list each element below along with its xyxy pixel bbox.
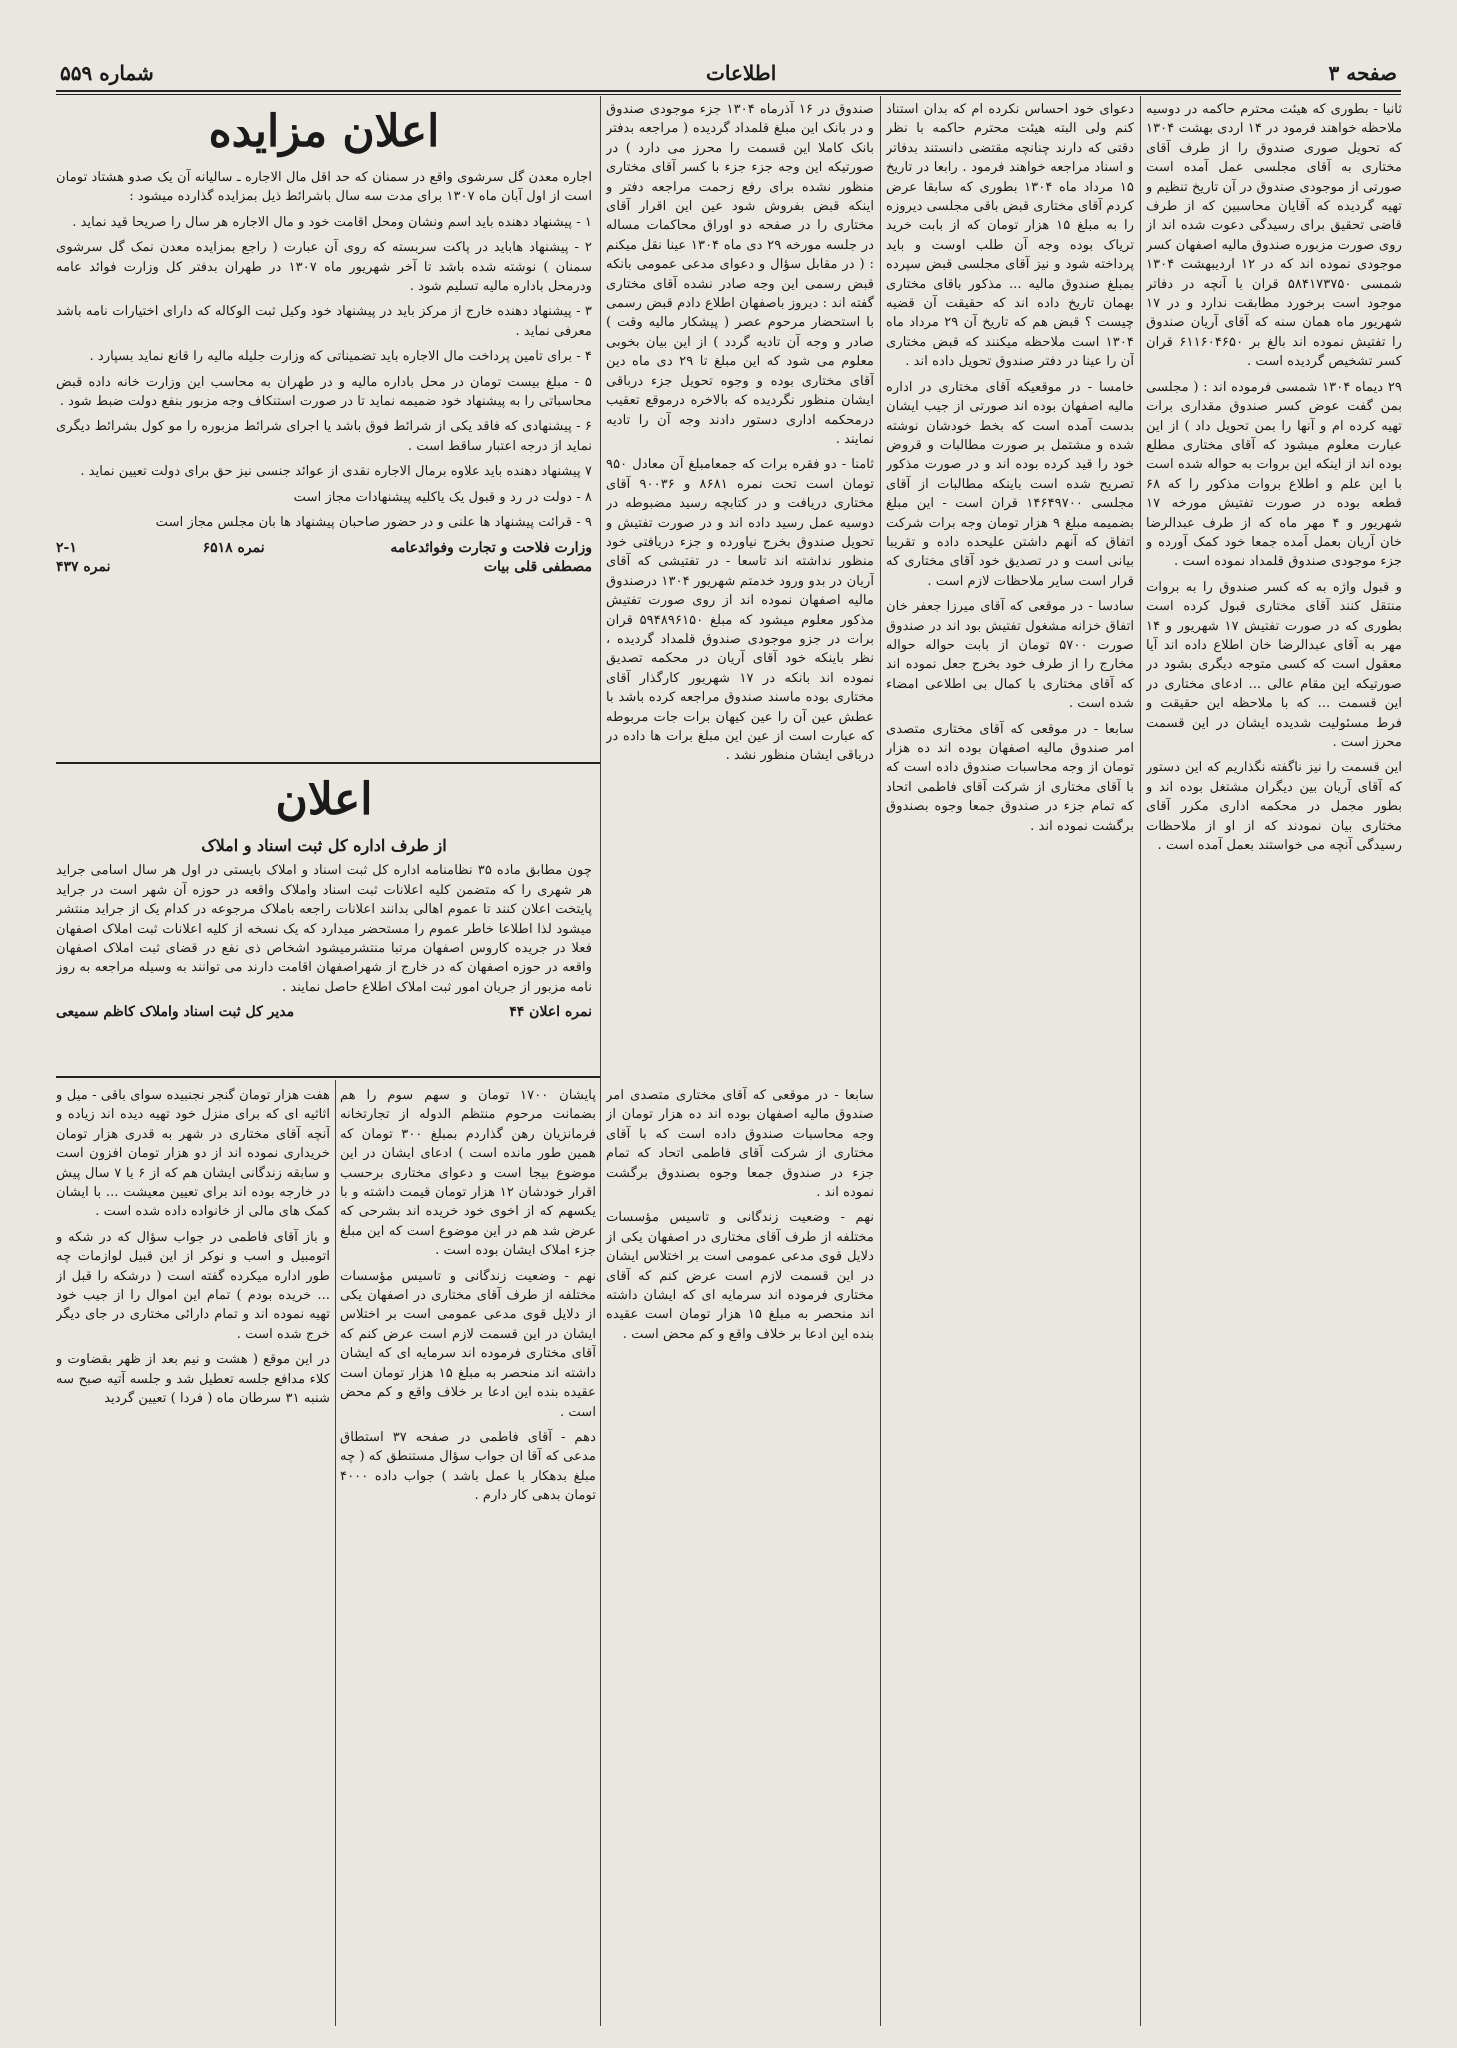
- ministry-name: وزارت فلاحت و تجارت وفوائدعامه: [390, 539, 592, 556]
- paragraph: ۲۹ دیماه ۱۳۰۴ شمسی فرموده اند : ( مجلسی بمن گفت عوض کسر صندوق مقداری برات تهیه کرده ام و آنها را بمن تحویل داد ) از این عبارت معلوم میشود که آقای مختاری مطلع بوده اند از اینکه این بروات به حواله شده است با این علم و اطلاع بروات مذکور را که ۶۸ قطعه بوده در صورت تفتیش مورخه ۱۷ شهریور و ۴ مهر ماه که از طرف عبدالرضا خان آریان بعمل آمده جمعا خود کمک آورده و جزء موجودی صندوق قلمداد نموده است .: [1146, 379, 1402, 570]
- registry-ad-subtitle: از طرف اداره کل ثبت اسناد و املاک: [201, 836, 447, 855]
- article-column: [340, 1086, 596, 2020]
- auction-ad-item: ۹ - قرائت پیشنهاد ها علنی و در حضور صاحبان پیشنهاد ها بان مجلس مجاز است: [155, 515, 592, 531]
- section-rule: [56, 762, 600, 764]
- ad-number: نمره ۴۳۷: [56, 558, 111, 575]
- article-column: [606, 1086, 874, 2020]
- auction-ad-item: ۵ - مبلغ بیست تومان در محل باداره مالیه و در طهران به محاسب این وزارت خانه داده قبض محاسباتی را به پیشنهاد خود ضمیمه نماید تا در صورت استنکاف وجه مزبور بنفع دولت ضبط شود .: [56, 374, 592, 410]
- ad-number: نمره ۶۵۱۸: [202, 539, 265, 556]
- auction-ad-item: ۷ پیشنهاد دهنده باید علاوه برمال الاجاره نقدی از عوائد جنسی نیز حق برای دولت تعیین نماید .: [80, 464, 592, 480]
- paragraph: خامسا - در موقعیکه آقای مختاری در اداره مالیه اصفهان بوده اند صورتی از جیب ایشان بدست آمده است که بخط خودشان نوشته شده و مشتمل بر صورت مطالبات و قروض خود را قید کرده بوده اند و در صورت مذکور تصریح شده است باینکه مطالبات از آقای مجلسی ۱۴۶۴۹۷۰۰ قران است - این مبلغ بضمیمه مبلغ ۹ هزار تومان وجه برات شرکت اتفاق که آنهم داشتن علیحده داده و تقریبا بیانی است و در تصدیق خود آقای مختاری که قرار است سایر ملاحظات لازم است .: [886, 379, 1134, 589]
- paragraph: صندوق در ۱۶ آذرماه ۱۳۰۴ جزء موجودی صندوق و در بانک این مبلغ قلمداد گردیده ( مراجعه بدفتر بانک کاملا این قسمت را محرز می دارد ) در صورتیکه این وجه جزء جزء با کسر آقای مختاری منظور نشده برای رفع زحمت مراجعه دفتر و اینکه قبض بفروش شود عین این اقرار آقای مختاری را در صفحه دو اوراق محاکمات مساله در جلسه مورخه ۲۹ دی ماه ۱۳۰۴ عینا نقل میکنم : ( در مقابل سؤال و دعوای مدعی عمومی بانکه قبض رسمی این وجه صادر نشده آقای مختاری گفته اند : دیروز باصفهان اطلاع دادم قبض رسمی با استحضار مرحوم عصر ( پیشکار مالیه وقت ) صادر و وجه آن تادیه گردد ) از این بیان بخوبی معلوم می شود که این مبلغ تا ۲۹ دی ماه دین آقای مختاری بوده و وجوه تحویل جزء درباقی ایشان منظور نگردیده که بالاخره درموقع تعقیب درمحکمه اداری دستور دادند وجه آن را تادیه نمایند .: [606, 102, 874, 447]
- paragraph: در این موقع ( هشت و نیم بعد از ظهر بقضاوت و کلاء مدافع جلسه تعطیل شد و جلسه آتیه صبح سه شنبه ۳۱ سرطان ماه ( فردا ) تعیین گردید: [56, 1352, 330, 1407]
- paragraph: سابعا - در موقعی که آقای مختاری متصدی امر صندوق مالیه اصفهان بوده اند ده هزار تومان از وجه محاسبات صندوق داده است که با آقای مختاری از شرکت آقای فاطمی اتحاد که تمام جزء در صندوق جمعا وجوه بصندوق برگشت نموده اند .: [886, 721, 1134, 834]
- issue-number: شماره ۵۵۹: [60, 61, 154, 85]
- article-column: [1146, 100, 1402, 2020]
- paragraph: نهم - وضعیت زندگانی و تاسیس مؤسسات مختلفه از طرف آقای مختاری در اصفهان یکی از دلایل قوی مدعی عمومی است بر اختلاس ایشان در این قسمت لازم است عرض کنم که آقای مختاری فرموده اند سرمایه ای که ایشان داشته اند منحصر به مبلغ ۱۵ هزار تومان است عقیده بنده این ادعا بر خلاف واقع و کم محض است .: [606, 1210, 874, 1342]
- auction-ad-item: ۱ - پیشنهاد دهنده باید اسم ونشان ومحل اقامت خود و مال الاجاره هر سال را صریحا قید نماید .: [72, 214, 592, 230]
- paragraph: دعوای خود احساس نکرده ام که بدان استناد کنم ولی البته هیئت محترم حاکمه با نظر دقتی که دارند چنانچه مقتضی دانستند بدفاتر و اسناد مراجعه خواهند فرمود . رابعا در تاریخ ۱۵ مرداد ماه ۱۳۰۴ بطوری که سابقا عرض کردم آقای مختاری قبض باقی مجلسی دیروزه را به مبلغ ۱۵ هزار تومان که از بابت خرید تریاک بوده وجه آن طلب اوست و باید پرداخته شود و نیز آقای مجلسی قبض سپرده بمبلغ صندوق مالیه ... مذکور باقای مختاری بهمان تاریخ داده اند که حقیقت آن قضیه چیست ؟ قبض هم که تاریخ آن ۲۹ مرداد ماه ۱۳۰۴ است ملاحظه میکنند که قبض مختاری آن را عینا در دفتر صندوق تحویل داده اند .: [886, 102, 1134, 370]
- registry-ad-title: اعلان: [275, 774, 373, 825]
- paragraph: سادسا - در موقعی که آقای میرزا جعفر خان اتفاق خزانه مشغول تفتیش بود اند در صندوق صورت ۵۷۰۰ تومان از بابت حواله حواله مخارج را از طرف خود بخرج جعل نموده اند که آقای مختاری با کمال بی اطلاعی امضاء شده است .: [886, 599, 1134, 712]
- article-column: [606, 100, 874, 1080]
- issue-mark: ۲-۱: [56, 539, 77, 556]
- auction-ad-intro: اجاره معدن گل سرشوی واقع در سمنان که حد اقل مال الاجاره ـ سالیانه آن یک صدو هشتاد تومان است از اول آبان ماه ۱۳۰۷ برای مدت سه سال باشرائط ذیل بمزایده گذارده میشود :: [56, 170, 592, 205]
- auction-ad-item: ۶ - پیشنهادی که فاقد یکی از شرائط فوق باشد یا اجرای شرائط مزبوره را مو کول بشرائط دیگری نماید از درجه اعتبار ساقط است .: [56, 419, 592, 454]
- header-rule: [56, 90, 1401, 92]
- paragraph: نهم - وضعیت زندگانی و تاسیس مؤسسات مختلفه از طرف آقای مختاری در اصفهان یکی از دلایل قوی مدعی عمومی است بر اختلاس ایشان در این قسمت لازم است عرض کنم که آقای مختاری فرموده اند سرمایه ای که ایشان داشته اند منحصر به مبلغ ۱۵ هزار تومان است عقیده بنده این ادعا بر خلاف واقع و کم محض است .: [340, 1268, 596, 1420]
- signer-name: مدیر کل ثبت اسناد واملاک کاظم سمیعی: [56, 1004, 295, 1021]
- auction-ad-item: ۳ - پیشنهاد دهنده خارج از مرکز باید در پیشنهاد خود وکیل ثبت الوکاله که دارای اختیارات نامه باشد معرفی نماید .: [56, 304, 592, 339]
- section-rule: [56, 1076, 600, 1078]
- column-divider: [880, 96, 881, 2026]
- auction-ad: [56, 100, 592, 760]
- auction-ad-title: اعلان مزایده: [208, 106, 440, 157]
- paragraph: ثانیا - بطوری که هیئت محترم حاکمه در دوسیه ملاحظه خواهند فرمود در ۱۴ اردی بهشت ۱۳۰۴ که تحویل صوری صندوق را از طرف آقای مختاری به آقای مجلسی عمل آمده است صورتی از موجودی صندوق در آن تاریخ تنظیم و تهیه گردیده که آقایان محاسبین که از طرف قاضی تحقیق برای رسیدگی دعوت شده اند از روی صورت مزبوره صندوق مالیه اصفهان کسر موجودی نموده اند که در ۱۲ اردیبهشت ۱۳۰۴ شمسی ۵۸۴۱۷۳۷۵۰ قران با آنچه در دفاتر موجود است برخورد مطابقت ندارد و در ۱۷ شهریور ماه همان سنه که آقای آریان صندوق را تفتیش نموده اند بالغ بر ۶۱۱۶۰۴۶۵۰ قران کسر تشخیص گردیده است .: [1146, 102, 1402, 370]
- registry-ad-footer: [56, 1003, 592, 1022]
- page-number: صفحه ۳: [1328, 61, 1397, 85]
- paragraph: هفت هزار تومان گنجر نجنبیده سوای باقی - میل و اثاثیه ای که برای منزل خود تهیه دیده اند زیاده و آنچه آقای مختاری در شهر به قدری هزار تومان خریداری نموده اند از دو هزار تومان افزون است و سابقه زندگانی ایشان هم که از ۶ یا ۷ سال پیش در خارجه بوده اند برای تعیین معیشت ... با ایشان کمک های مالی از خانواده داده شده است .: [56, 1088, 330, 1220]
- paragraph: این قسمت را نیز ناگفته نگذاریم که این دستور که آقای آریان بین دیگران مشتغل بوده اند و بطور مجمل در محکمه اداری مکرر آقای مختاری بیان نمودند که از او از ملاحظات رسیدگی آنچه می خواستند بعمل آمده است .: [1146, 760, 1402, 854]
- registry-ad-body: چون مطابق ماده ۳۵ نظامنامه اداره کل ثبت اسناد و املاک بایستی در اول هر سال اسامی جراید هر شهری را که متضمن کلیه اعلانات ثبت اسناد واملاک واقعه در حوزه آن شهر است در جراید پایتخت اعلان کنند تا عموم اهالی بدانند اعلانات راجعه باملاک مرجوعه در کدام یک از جراید منتشر میشود لذا اطلاعا خاطر عموم را مستحضر میدارد که یک نسخه از کلیه اعلانات ثبت املاک اصفهان فعلا در جریده کاروس اصفهان مرتبا منتشرمیشود اشخاص ذی نفع در قضای ثبت املاک اصفهان واقعه در حوزه اصفهان که در خارج از شهراصفهان اقامت دارند می توانند به وسیله مراجعه به روز نامه مزبور از جریان امور ثبت املاک اطلاع حاصل نمایند .: [56, 863, 592, 995]
- signer-name: مصطفی قلی بیات: [483, 558, 592, 575]
- column-divider: [335, 1080, 336, 2026]
- ad-number: نمره اعلان ۴۴: [509, 1004, 592, 1021]
- paragraph: دهم - آقای فاطمی در صفحه ۳۷ استطاق مدعی که آقا ان جواب سؤال مستنطق که ( چه مبلغ بدهکار با عمل باشد ) جواب داده ۴۰۰۰ تومان بدهی کار دارم .: [340, 1429, 596, 1504]
- column-divider: [600, 96, 601, 2026]
- auction-ad-item: ۸ - دولت در رد و قبول یک یاکلیه پیشنهادات مجاز است: [293, 489, 592, 505]
- paragraph: و قبول واژه به که کسر صندوق را به بروات منتقل کنند آقای مختاری قبول کرده است بطوری که در صورت تفتیش ۱۷ شهریور و ۱۴ مهر به آقای عبدالرضا خان اطلاع داده اند آیا معقول است که کسی متوجه دیگری بشود در صورتیکه این مقام عالی ... ادعای مختاری در این قسمت ... که با ملاحظه این حقیقت و فرط مسئولیت شدیده ایشان در این قسمت محرز است .: [1146, 579, 1402, 750]
- auction-ad-footer: [56, 539, 592, 558]
- paper-name: اطلاعات: [706, 61, 777, 85]
- auction-ad-item: ۴ - برای تامین پرداخت مال الاجاره باید تضمیناتی که وزارت جلیله مالیه را قانع نماید بسپارد .: [89, 349, 592, 365]
- registry-ad: [56, 768, 592, 1068]
- page-header: [60, 56, 1397, 90]
- auction-ad-item: ۲ - پیشنهاد هاباید در پاکت سربسته که روی آن عبارت ( راجع بمزایده معدن نمک گل سرشوی سمنان ) نوشته شده باشد تا آخر شهریور ماه ۱۳۰۷ در طهران بدفتر کل وزارت فوائد عامه ودرمحل باداره مالیه تسلیم شود .: [56, 240, 592, 295]
- article-column: [56, 1086, 330, 2020]
- paragraph: پایشان ۱۷۰۰ تومان و سهم سوم را هم بضمانت مرحوم منتظم الدوله از تجارتخانه فرمانزیان رهن گذاردم بمبلغ ۳۰۰ تومان که همین طور مانده است ) ادعای ایشان در این موضوع بیجا است و دعوای مختاری برحسب اقرار خودشان ۱۲ هزار تومان قیمت داشته و با یکسهم که از اخوی خود خریده اند بشرحی که عرض شد هم در این موضوع است که این مبلغ جزء املاک ایشان بوده است .: [340, 1088, 596, 1259]
- auction-ad-footer-2: [56, 558, 592, 577]
- paragraph: ثامنا - دو فقره برات که جمعامبلغ آن معادل ۹۵۰ تومان است تحت نمره ۸۶۸۱ و ۹۰۰۳۶ آقای مختاری دریافت و در کتابچه رسید مضبوطه در دوسیه عمل رسید داده اند و در صورت تفتیش و تحویل صندوق بخرج نیاورده و جزء دریافتی خود منظور نداشته اند تاسعا - در تفتیشی که آقای آریان در بدو ورود خدمتم شهریور ۱۳۰۴ درصندوق مالیه اصفهان نموده اند از روی صورت تفتیش مذکور معلوم میشود که مبلغ ۵۹۴۸۹۶۱۵۰ قران برات در جزو موجودی صندوق قلمداد گردیده ، نظر باینکه خود آقای آریان در محکمه تصدیق نموده اند بانکه در ۱۷ شهریور کارگذار آقای مختاری بوده ماسند صندوق مراجعه کرده باشد با عطش عین آن را عین کیهان برات جات مربوطه که عبارت است از عین این مبلغ برات ها داده در درباقی ایشان منظور نشد .: [606, 457, 874, 764]
- header-rule-thin: [56, 94, 1401, 95]
- article-column: [886, 100, 1134, 2020]
- paragraph: سابعا - در موقعی که آقای مختاری متصدی امر صندوق مالیه اصفهان بوده اند ده هزار تومان از وجه محاسبات صندوق داده است که با آقای مختاری از شرکت آقای فاطمی اتحاد که تمام جزء در صندوق جمعا وجوه بصندوق برگشت نموده اند .: [606, 1088, 874, 1201]
- column-divider: [1140, 96, 1141, 2026]
- paragraph: و باز آقای فاطمی در جواب سؤال که در شکه و اتومبیل و اسب و نوکر از این قبیل لوازمات چه طور اداره میکرده گفته است ( درشکه را قبل از ... خریده بودم ) تمام این اموال را از جیب خود تهیه نموده اند و تمام دارائی مختاری در جای دیگر خرج شده است .: [56, 1229, 330, 1342]
